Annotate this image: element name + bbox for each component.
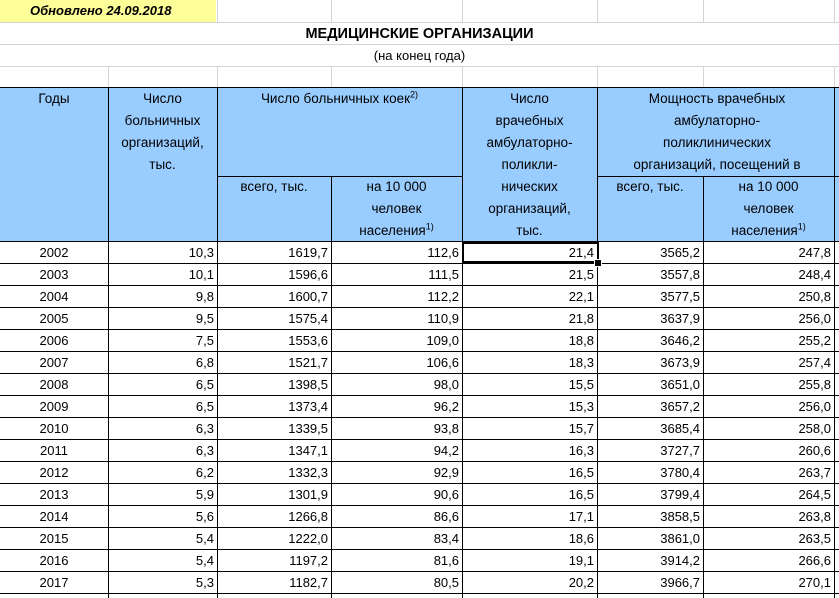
- capacity-total-cell[interactable]: 3858,5: [660, 509, 700, 524]
- header-beds-per10k[interactable]: на 10 000 человек населения$^{1)}$: [359, 179, 434, 238]
- selected-cell-outline: [462, 242, 599, 263]
- table-row: [0, 484, 839, 506]
- beds-per10k-cell[interactable]: 94,2: [433, 443, 459, 458]
- year-cell[interactable]: 2007: [39, 355, 69, 370]
- hospitals-cell[interactable]: 5,4: [195, 553, 214, 568]
- beds-per10k-cell[interactable]: 93,8: [433, 421, 459, 436]
- header-outpatient-orgs[interactable]: Число врачебных амбулаторно- поликли- нических организаций, тыс.: [486, 91, 573, 238]
- capacity-total-cell[interactable]: 3914,2: [660, 553, 700, 568]
- capacity-total-cell[interactable]: 3780,4: [660, 465, 700, 480]
- header-capacity-total[interactable]: всего, тыс.: [616, 179, 684, 194]
- header-capacity-per10k[interactable]: на 10 000 человек населения$^{1)}$: [731, 179, 806, 238]
- capacity-total-cell[interactable]: 3799,4: [660, 487, 700, 502]
- header-years[interactable]: Годы: [38, 91, 70, 106]
- beds-total-cell[interactable]: 1182,7: [289, 575, 328, 590]
- beds-total-cell[interactable]: 1197,2: [289, 553, 328, 568]
- beds-per10k-cell[interactable]: 90,6: [433, 487, 459, 502]
- year-cell[interactable]: 2004: [39, 289, 69, 304]
- beds-per10k-cell[interactable]: 92,9: [433, 465, 459, 480]
- table-row: [0, 286, 839, 308]
- outpatient-orgs-cell[interactable]: 22,1: [568, 289, 594, 304]
- beds-per10k-cell[interactable]: 80,5: [433, 575, 459, 590]
- outpatient-orgs-cell[interactable]: 21,5: [568, 267, 594, 282]
- year-cell[interactable]: 2006: [39, 333, 69, 348]
- hospitals-cell[interactable]: 6,5: [195, 377, 214, 392]
- capacity-total-cell[interactable]: 3966,7: [660, 575, 700, 590]
- capacity-per10k-cell[interactable]: 263,5: [798, 531, 831, 546]
- hospitals-cell[interactable]: 10,1: [188, 267, 214, 282]
- outpatient-orgs-cell[interactable]: 15,5: [568, 377, 594, 392]
- capacity-per10k-cell[interactable]: 260,6: [798, 443, 831, 458]
- hospitals-cell[interactable]: 6,3: [195, 443, 214, 458]
- table-subtitle: (на конец года): [373, 48, 466, 63]
- capacity-total-cell[interactable]: 3657,2: [660, 399, 700, 414]
- year-cell[interactable]: 2015: [39, 531, 69, 546]
- capacity-total-cell[interactable]: 3651,0: [660, 377, 700, 392]
- year-cell[interactable]: 2011: [40, 443, 68, 458]
- beds-per10k-cell[interactable]: 83,4: [433, 531, 459, 546]
- capacity-total-cell[interactable]: 3577,5: [660, 289, 700, 304]
- capacity-total-cell[interactable]: 3673,9: [660, 355, 700, 370]
- beds-per10k-cell[interactable]: 112,2: [427, 289, 459, 304]
- hospitals-cell[interactable]: 5,9: [195, 487, 214, 502]
- hospitals-cell[interactable]: 9,5: [195, 311, 214, 326]
- beds-total-cell[interactable]: 1600,7: [288, 289, 328, 304]
- year-cell[interactable]: 2010: [39, 421, 69, 436]
- beds-total-cell[interactable]: 1575,4: [288, 311, 328, 326]
- capacity-per10k-cell[interactable]: 270,1: [798, 575, 831, 590]
- beds-per10k-cell[interactable]: 81,6: [433, 553, 459, 568]
- beds-total-cell[interactable]: 1521,7: [288, 355, 328, 370]
- table-row: [0, 418, 839, 440]
- table-row: [0, 308, 839, 330]
- hospitals-cell[interactable]: 7,5: [195, 333, 214, 348]
- beds-total-cell[interactable]: 1301,9: [288, 487, 328, 502]
- capacity-per10k-cell[interactable]: 266,6: [798, 553, 831, 568]
- capacity-per10k-cell[interactable]: 263,8: [798, 509, 831, 524]
- beds-per10k-cell[interactable]: 96,2: [433, 399, 459, 414]
- table-row: [0, 550, 839, 572]
- capacity-total-cell[interactable]: 3557,8: [660, 267, 700, 282]
- year-cell[interactable]: 2013: [39, 487, 69, 502]
- hospitals-cell[interactable]: 6,5: [195, 399, 214, 414]
- table-row: [0, 374, 839, 396]
- beds-per10k-cell[interactable]: 112,6: [427, 245, 459, 260]
- hospitals-cell[interactable]: 5,6: [195, 509, 214, 524]
- table-row: [0, 396, 839, 418]
- year-cell[interactable]: 2002: [39, 245, 69, 260]
- table-row: [0, 440, 839, 462]
- capacity-total-cell[interactable]: 3646,2: [660, 333, 700, 348]
- table-row: [0, 506, 839, 528]
- capacity-per10k-cell[interactable]: 255,2: [798, 333, 831, 348]
- year-cell[interactable]: 2014: [39, 509, 69, 524]
- capacity-total-cell[interactable]: 3565,2: [660, 245, 700, 260]
- capacity-per10k-cell[interactable]: 256,0: [798, 399, 831, 414]
- beds-total-cell[interactable]: 1553,6: [288, 333, 328, 348]
- table-row: [0, 264, 839, 286]
- year-cell[interactable]: 2012: [39, 465, 69, 480]
- table-row: [0, 242, 839, 264]
- year-cell[interactable]: 2009: [39, 399, 69, 414]
- outpatient-orgs-cell[interactable]: 21,8: [568, 311, 594, 326]
- beds-total-cell[interactable]: 1347,1: [288, 443, 328, 458]
- capacity-per10k-cell[interactable]: 255,8: [798, 377, 831, 392]
- hospitals-cell[interactable]: 6,8: [195, 355, 214, 370]
- beds-per10k-cell[interactable]: 86,6: [433, 509, 459, 524]
- updated-date-cell[interactable]: Обновлено 24.09.2018: [0, 0, 216, 22]
- year-cell[interactable]: 2016: [39, 553, 69, 568]
- beds-per10k-cell[interactable]: 109,0: [426, 333, 459, 348]
- year-cell[interactable]: 2008: [39, 377, 69, 392]
- beds-total-cell[interactable]: 1619,7: [288, 245, 328, 260]
- header-capacity-group[interactable]: Мощность врачебных амбулаторно- поликлинических организаций, посещений в: [633, 91, 801, 172]
- beds-per10k-cell[interactable]: 98,0: [433, 377, 459, 392]
- header-hospitals[interactable]: Число больничных организаций, тыс.: [121, 91, 204, 172]
- beds-total-cell[interactable]: 1332,3: [288, 465, 328, 480]
- hospitals-cell[interactable]: 6,3: [195, 421, 214, 436]
- table-row: [0, 352, 839, 374]
- table-row: [0, 330, 839, 352]
- capacity-per10k-cell[interactable]: 247,8: [798, 245, 831, 260]
- outpatient-orgs-cell[interactable]: 21,4: [568, 245, 594, 260]
- capacity-total-cell[interactable]: 3685,4: [660, 421, 700, 436]
- outpatient-orgs-cell[interactable]: 18,6: [568, 531, 594, 546]
- table-row: [0, 572, 839, 594]
- header-beds-group[interactable]: Число больничных коек$^{2)}$: [260, 89, 419, 106]
- beds-per10k-cell[interactable]: 106,6: [426, 355, 459, 370]
- year-cell[interactable]: 2017: [39, 575, 69, 590]
- outpatient-orgs-cell[interactable]: 18,3: [568, 355, 594, 370]
- year-cell[interactable]: 2003: [39, 267, 69, 282]
- hospitals-cell[interactable]: 10,3: [188, 245, 214, 260]
- header-beds-total[interactable]: всего, тыс.: [240, 179, 308, 194]
- table-row: [0, 462, 839, 484]
- year-cell[interactable]: 2005: [39, 311, 69, 326]
- outpatient-orgs-cell[interactable]: 16,5: [568, 487, 594, 502]
- capacity-per10k-cell[interactable]: 248,4: [798, 267, 831, 282]
- capacity-total-cell[interactable]: 3637,9: [660, 311, 700, 326]
- beds-total-cell[interactable]: 1339,5: [288, 421, 328, 436]
- beds-total-cell[interactable]: 1222,0: [288, 531, 328, 546]
- beds-total-cell[interactable]: 1373,4: [288, 399, 328, 414]
- fill-handle[interactable]: [594, 259, 602, 267]
- outpatient-orgs-cell[interactable]: 17,1: [568, 509, 594, 524]
- capacity-per10k-cell[interactable]: 264,5: [798, 487, 831, 502]
- table-row: [0, 528, 839, 550]
- beds-total-cell[interactable]: 1266,8: [288, 509, 328, 524]
- beds-per10k-cell[interactable]: 111,5: [428, 267, 459, 282]
- beds-total-cell[interactable]: 1398,5: [288, 377, 328, 392]
- capacity-total-cell[interactable]: 3727,7: [660, 443, 700, 458]
- outpatient-orgs-cell[interactable]: 15,3: [568, 399, 594, 414]
- capacity-per10k-cell[interactable]: 258,0: [798, 421, 831, 436]
- capacity-per10k-cell[interactable]: 256,0: [798, 311, 831, 326]
- hospitals-cell[interactable]: 5,3: [195, 575, 214, 590]
- outpatient-orgs-cell[interactable]: 19,1: [568, 553, 594, 568]
- table-title: МЕДИЦИНСКИЕ ОРГАНИЗАЦИИ: [305, 26, 534, 42]
- beds-total-cell[interactable]: 1596,6: [288, 267, 328, 282]
- capacity-per10k-cell[interactable]: 250,8: [798, 289, 831, 304]
- beds-per10k-cell[interactable]: 110,9: [427, 311, 459, 326]
- hospitals-cell[interactable]: 9,8: [195, 289, 214, 304]
- outpatient-orgs-cell[interactable]: 16,3: [568, 443, 594, 458]
- hospitals-cell[interactable]: 5,4: [195, 531, 214, 546]
- hospitals-cell[interactable]: 6,2: [195, 465, 214, 480]
- outpatient-orgs-cell[interactable]: 15,7: [568, 421, 594, 436]
- outpatient-orgs-cell[interactable]: 16,5: [568, 465, 594, 480]
- capacity-per10k-cell[interactable]: 263,7: [798, 465, 831, 480]
- outpatient-orgs-cell[interactable]: 18,8: [568, 333, 594, 348]
- capacity-total-cell[interactable]: 3861,0: [660, 531, 700, 546]
- capacity-per10k-cell[interactable]: 257,4: [798, 355, 831, 370]
- outpatient-orgs-cell[interactable]: 20,2: [568, 575, 594, 590]
